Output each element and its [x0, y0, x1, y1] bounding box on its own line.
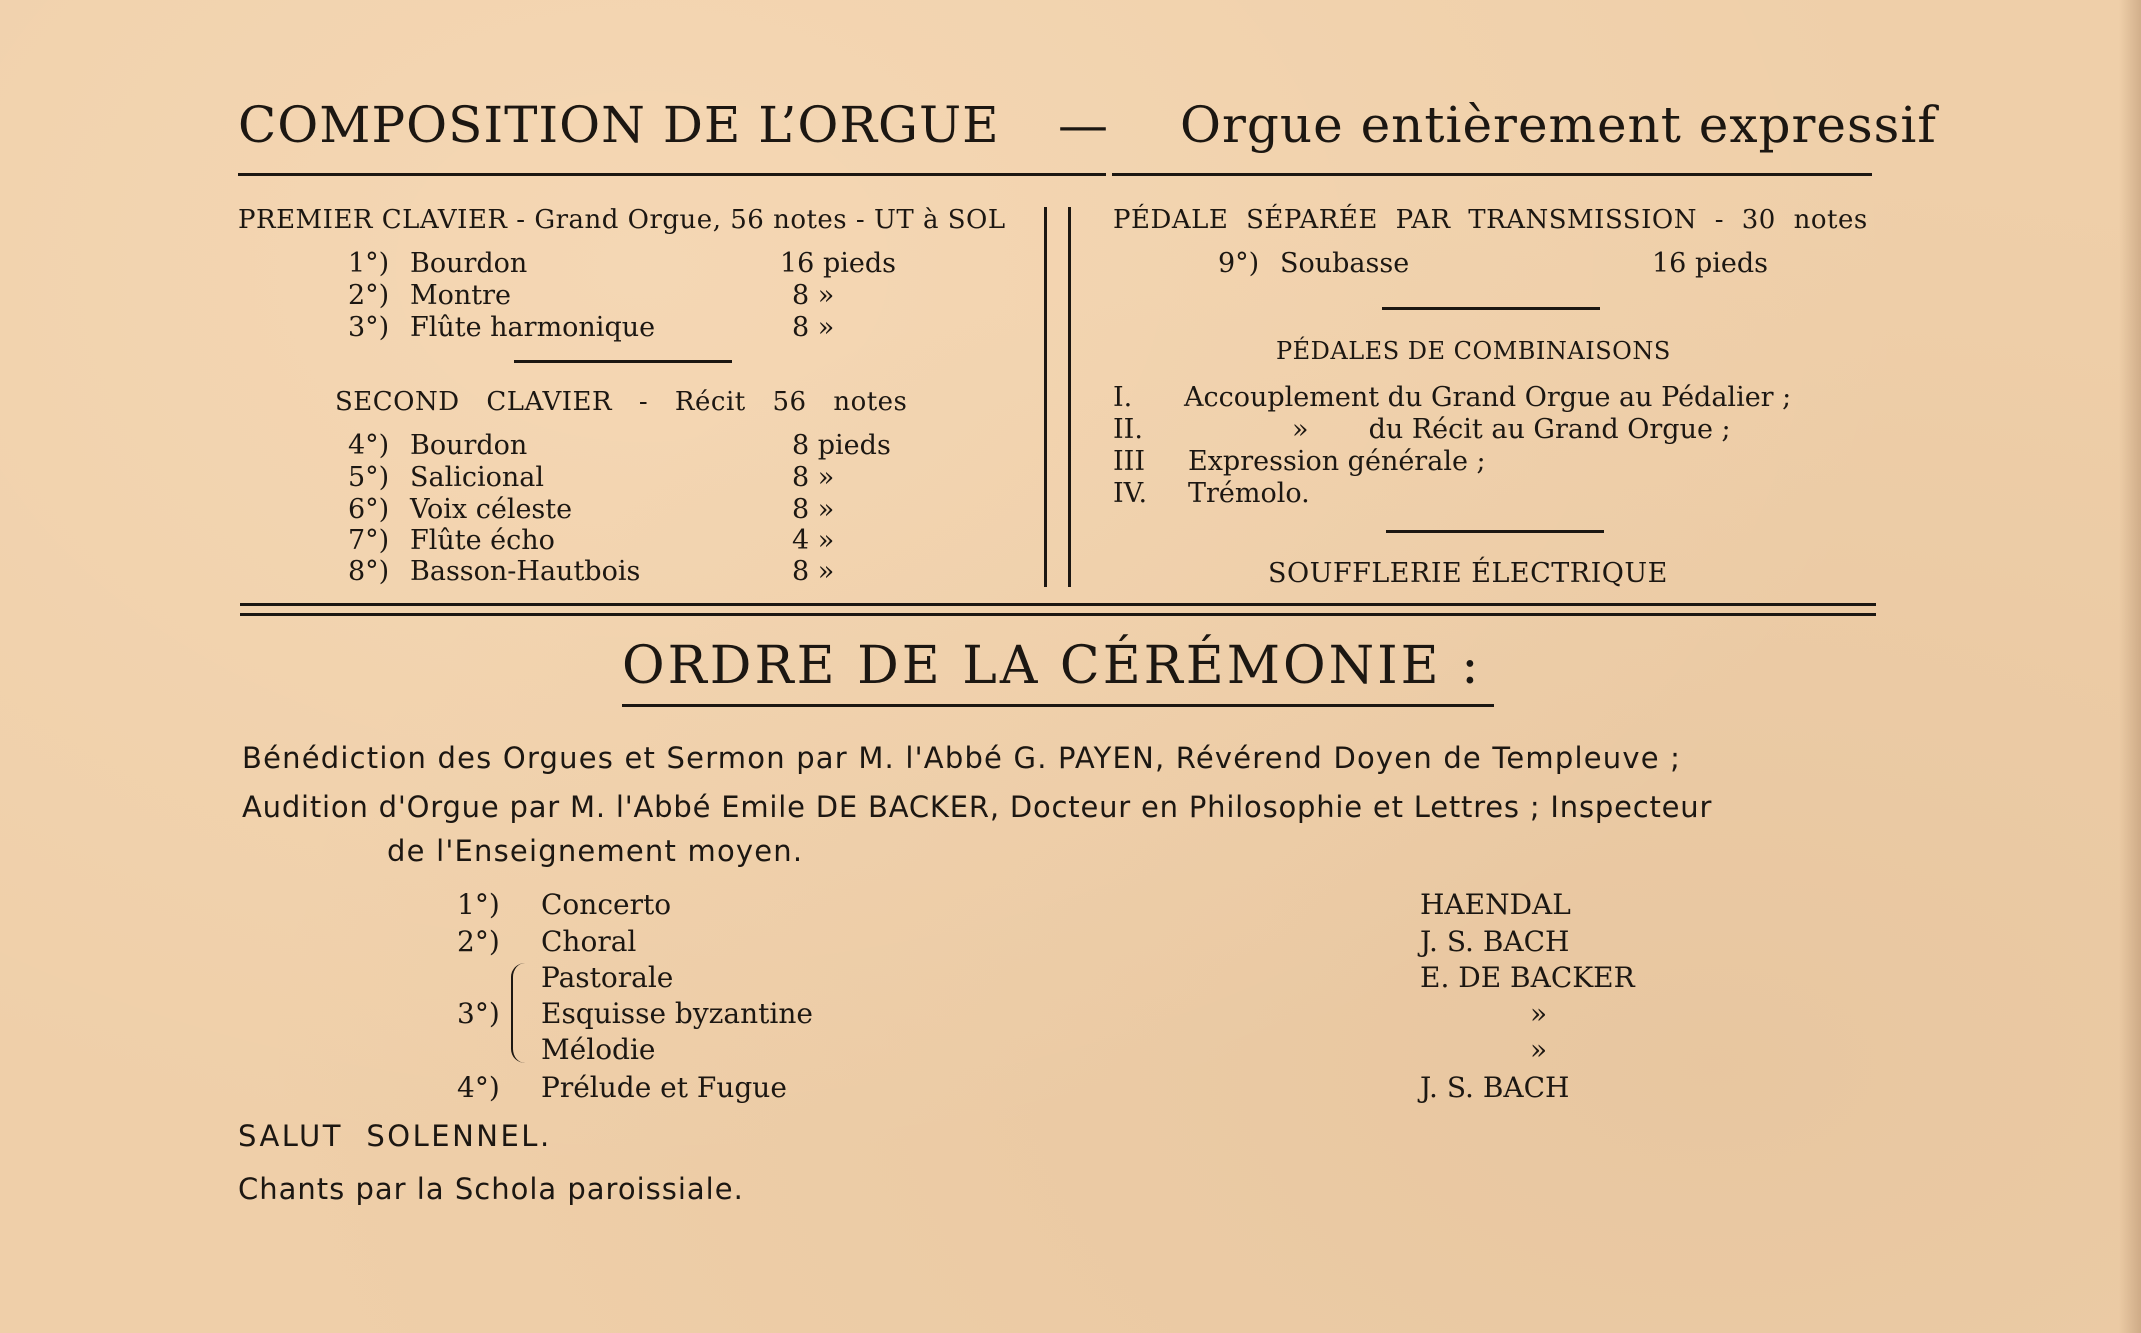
salut-label: SALUT SOLENNEL. [238, 1119, 552, 1153]
stop-name: Montre [410, 280, 512, 311]
combination-number: II. [1113, 414, 1143, 445]
program-composer: J. S. BACH [1420, 1071, 1570, 1104]
stop-size: 8 » [792, 494, 835, 525]
program-number: 3°) [457, 997, 500, 1030]
chants-label: Chants par la Schola paroissiale. [238, 1172, 744, 1206]
soufflerie-label: SOUFFLERIE ÉLECTRIQUE [1268, 558, 1668, 589]
program-number: 1°) [457, 888, 500, 921]
double-rule-bottom [240, 613, 1876, 616]
ceremony-line-1: Bénédiction des Orgues et Sermon par M. l'Abbé G. PAYEN, Révérend Doyen de Templeuve ; [242, 741, 1682, 775]
column-divider [1044, 207, 1047, 587]
program-piece: Esquisse byzantine [541, 997, 813, 1030]
pedale-heading: PÉDALE SÉPARÉE PAR TRANSMISSION - 30 notes [1113, 205, 1868, 235]
stop-number: 2°) [348, 280, 390, 311]
program-piece: Pastorale [541, 961, 674, 994]
stop-number: 8°) [348, 556, 390, 587]
program-composer: » [1530, 1033, 1548, 1066]
column-divider [1068, 207, 1071, 587]
card-edge-shadow [2119, 0, 2141, 1333]
stop-number: 1°) [348, 248, 390, 279]
program-number: 4°) [457, 1071, 500, 1104]
program-composer: J. S. BACH [1420, 925, 1570, 958]
stop-number: 4°) [348, 430, 390, 461]
header-rule-left [238, 173, 1106, 176]
stop-name: Bourdon [410, 248, 528, 279]
combination-number: IV. [1113, 478, 1148, 509]
stop-size: 16 pieds [1652, 248, 1768, 279]
header-dash: — [1058, 96, 1109, 154]
combination-text: Trémolo. [1188, 478, 1310, 509]
section-divider [1382, 307, 1600, 310]
program-composer: HAENDAL [1420, 888, 1571, 921]
premier-clavier-heading: PREMIER CLAVIER - Grand Orgue, 56 notes - UT à SOL [238, 205, 1006, 235]
stop-size: 8 » [792, 312, 835, 343]
program-composer: E. DE BACKER [1420, 961, 1635, 994]
combination-number: III [1113, 446, 1145, 477]
stop-number: 6°) [348, 494, 390, 525]
stop-name: Voix céleste [410, 494, 573, 525]
combinaisons-heading: PÉDALES DE COMBINAISONS [1276, 337, 1671, 365]
second-clavier-heading: SECOND CLAVIER - Récit 56 notes [335, 387, 908, 417]
combination-text: Expression générale ; [1188, 446, 1486, 477]
section-divider [1386, 530, 1604, 533]
section-divider [514, 360, 732, 363]
combination-text: Accouplement du Grand Orgue au Pédalier ; [1184, 382, 1792, 413]
program-piece: Prélude et Fugue [541, 1071, 787, 1104]
stop-size: 8 » [792, 556, 835, 587]
stop-size: 8 » [792, 462, 835, 493]
stop-number: 9°) [1218, 248, 1260, 279]
ceremony-line-3: de l'Enseignement moyen. [387, 834, 804, 868]
program-piece: Choral [541, 925, 637, 958]
program-piece: Mélodie [541, 1033, 656, 1066]
stop-number: 3°) [348, 312, 390, 343]
ceremony-line-2: Audition d'Orgue par M. l'Abbé Emile DE BACKER, Docteur en Philosophie et Lettres ; Inspecteur [242, 790, 1713, 824]
ceremony-title: ORDRE DE LA CÉRÉMONIE : [622, 636, 1482, 696]
program-piece: Concerto [541, 888, 672, 921]
header-rule-right [1112, 173, 1872, 176]
stop-name: Flûte écho [410, 525, 555, 556]
header-title-right: Orgue entièrement expressif [1180, 96, 1937, 154]
program-number: 2°) [457, 925, 500, 958]
stop-name: Flûte harmonique [410, 312, 656, 343]
combination-text: » du Récit au Grand Orgue ; [1292, 414, 1731, 445]
stop-number: 5°) [348, 462, 390, 493]
stop-size: 16 pieds [780, 248, 896, 279]
stop-name: Salicional [410, 462, 544, 493]
header-title-left: COMPOSITION DE L’ORGUE [238, 96, 1000, 154]
ceremony-title-rule [622, 704, 1494, 707]
program-composer: » [1530, 997, 1548, 1030]
stop-number: 7°) [348, 525, 390, 556]
combination-number: I. [1113, 382, 1133, 413]
stop-size: 4 » [792, 525, 835, 556]
double-rule-top [240, 603, 1876, 606]
stop-name: Soubasse [1280, 248, 1410, 279]
stop-name: Basson-Hautbois [410, 556, 641, 587]
program-brace [511, 963, 527, 1063]
stop-size: 8 pieds [792, 430, 891, 461]
stop-size: 8 » [792, 280, 835, 311]
stop-name: Bourdon [410, 430, 528, 461]
